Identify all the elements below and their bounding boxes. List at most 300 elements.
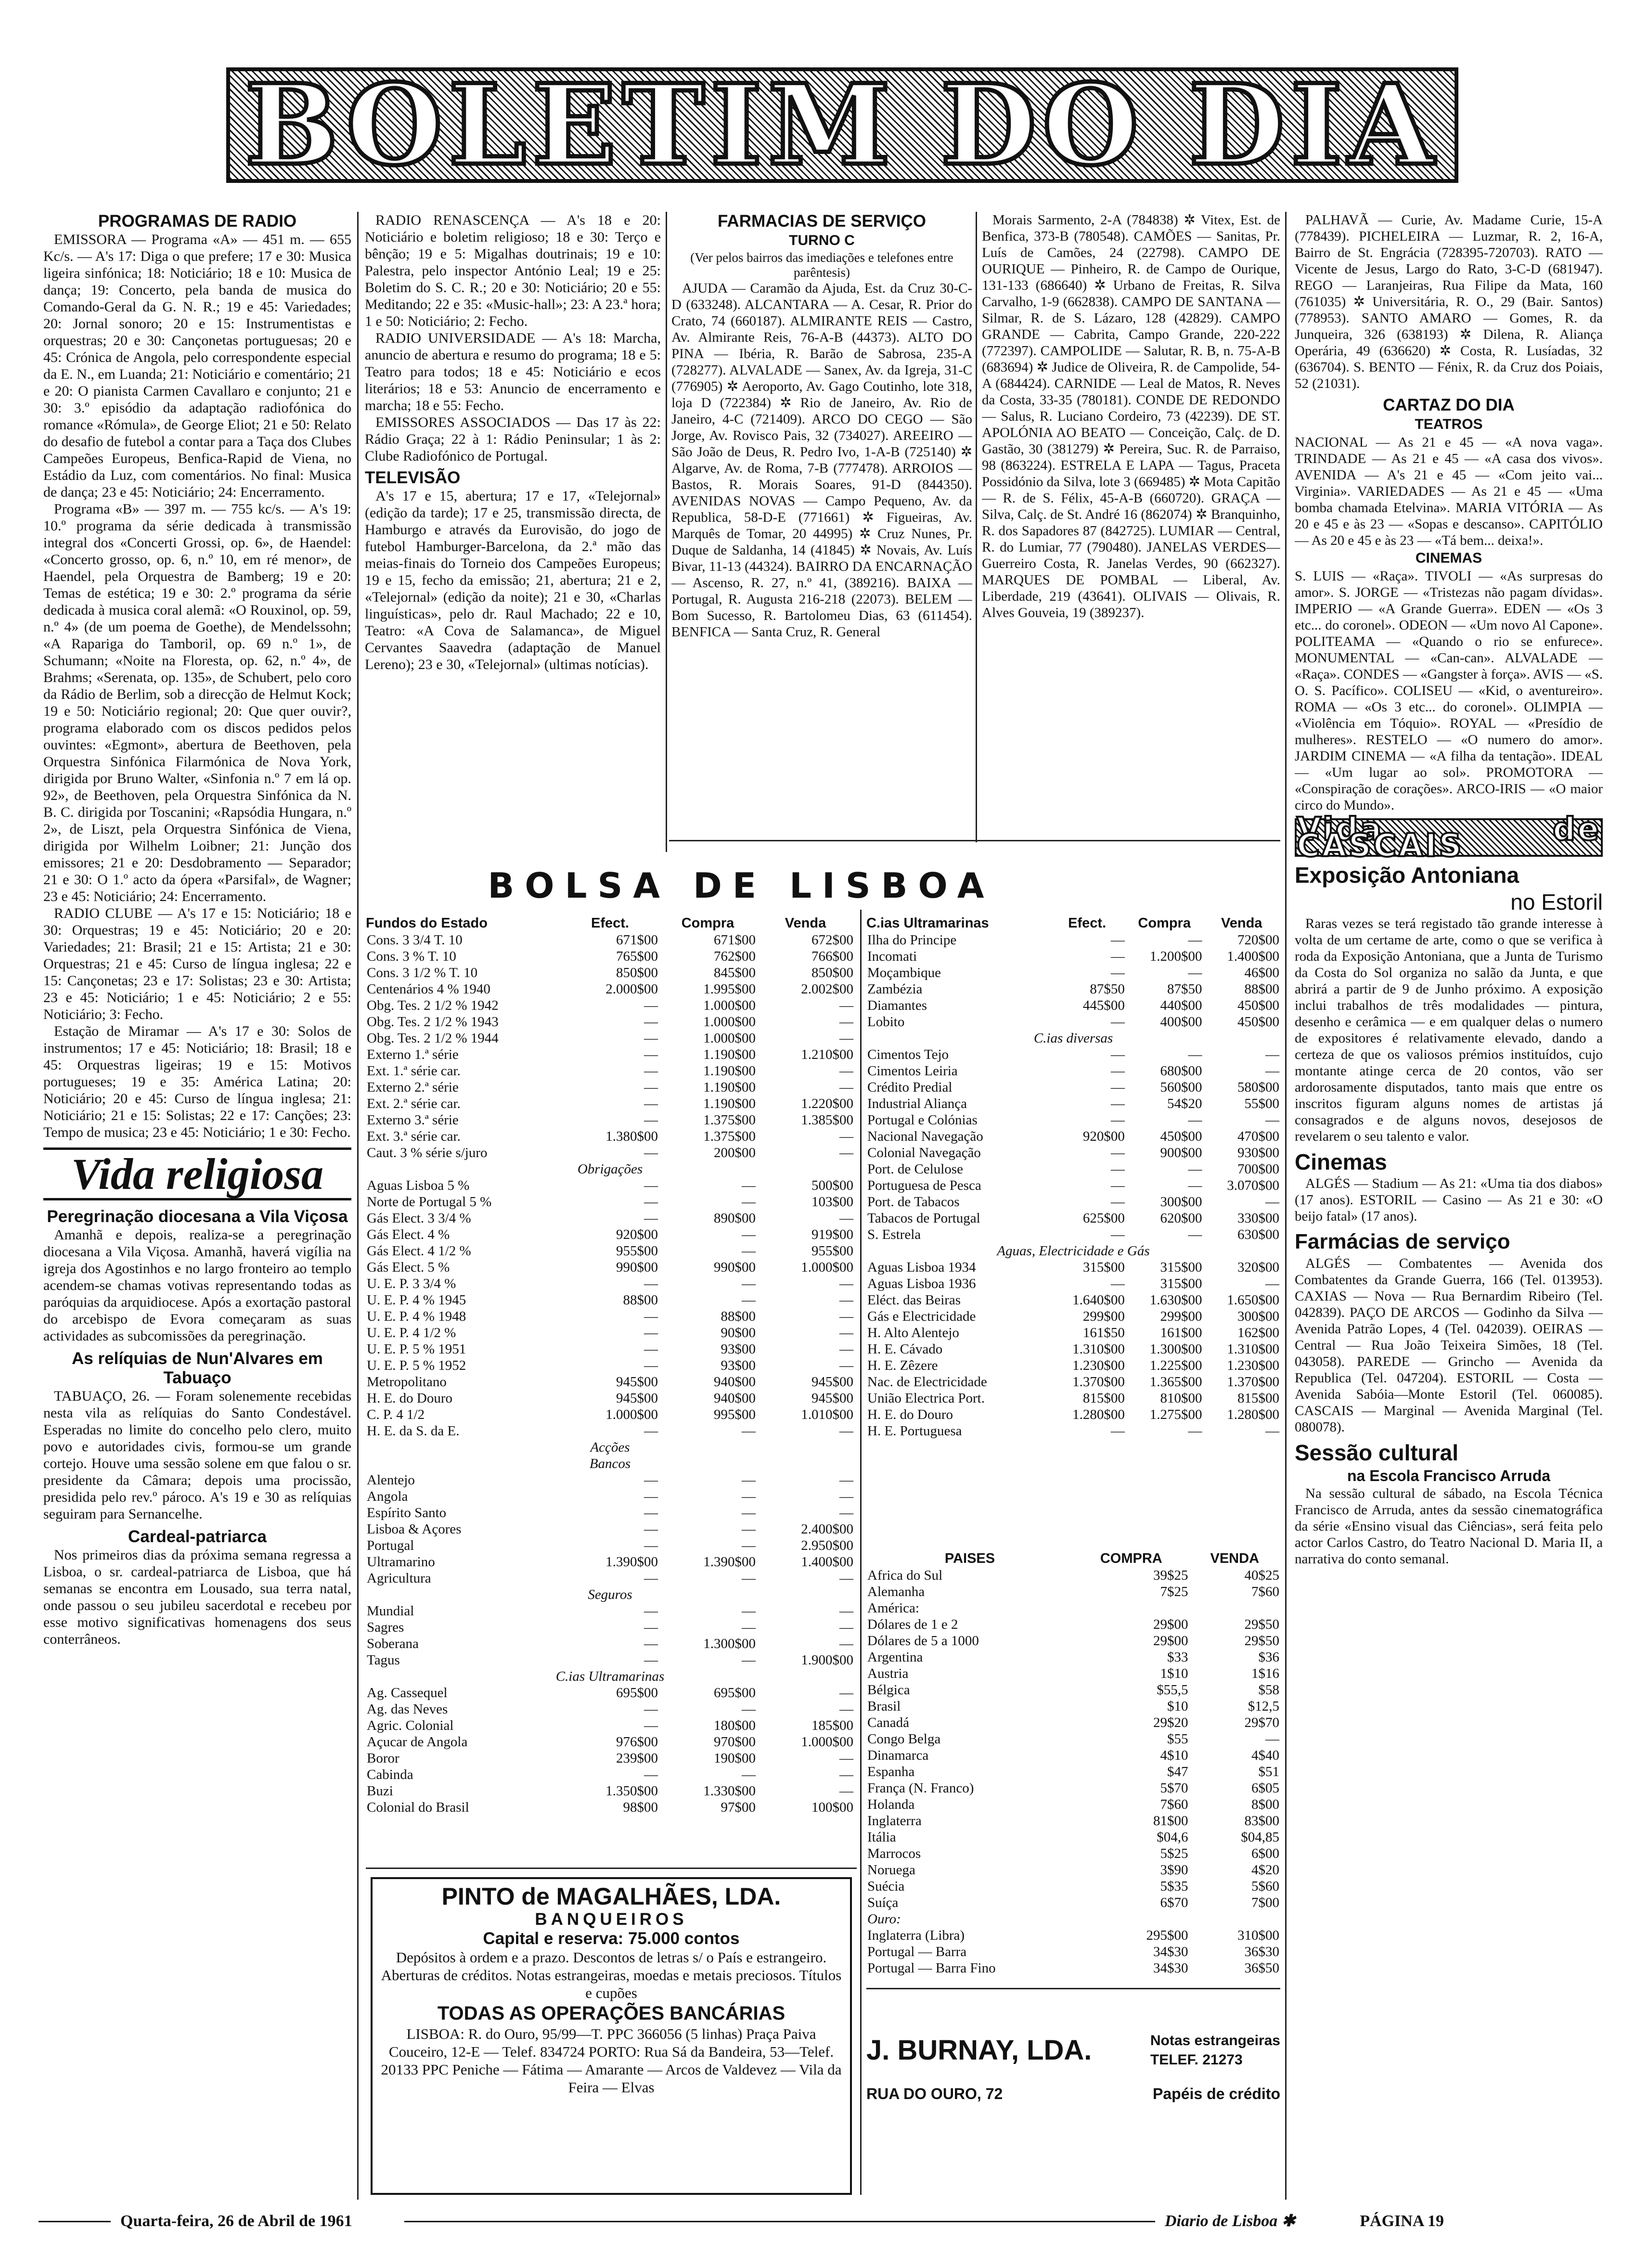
- row-value: 815$00: [1237, 1391, 1279, 1406]
- row-value: 6$00: [1251, 1846, 1279, 1861]
- row-value: 1.390$00: [703, 1554, 756, 1570]
- table-row: [366, 1079, 854, 1095]
- row-value: 1.000$00: [801, 1260, 853, 1275]
- row-label: Norte de Portugal 5 %: [367, 1194, 492, 1210]
- cascais-heading-1: Exposição Antoniana: [1295, 863, 1519, 888]
- row-value: 8$00: [1251, 1797, 1279, 1812]
- row-label: Boror: [367, 1751, 399, 1766]
- cascais-heading-1b: no Estoril: [1510, 889, 1603, 915]
- table-row: [866, 1649, 1280, 1665]
- row-value: —: [742, 1603, 756, 1619]
- section-label: Aguas, Electricidade e Gás: [997, 1243, 1150, 1259]
- row-value: —: [644, 1309, 658, 1324]
- row-value: —: [1188, 1112, 1202, 1128]
- table-row: [366, 1717, 854, 1734]
- row-value: —: [839, 1014, 853, 1030]
- row-value: —: [742, 1701, 756, 1717]
- table-row: [366, 1243, 854, 1259]
- burnay-rua: RUA DO OURO, 72: [866, 2085, 1003, 2102]
- table-row: [866, 1259, 1280, 1276]
- row-value: 1.210$00: [801, 1047, 853, 1062]
- row-label: Colonial do Brasil: [367, 1800, 469, 1815]
- row-value: 185$00: [811, 1718, 853, 1733]
- row-value: 1.995$00: [703, 981, 756, 997]
- row-value: 320$00: [1237, 1260, 1279, 1275]
- row-value: —: [1110, 1145, 1125, 1160]
- row-label: Cimentos Leiria: [867, 1063, 958, 1079]
- row-label: Ag. Cassequel: [367, 1685, 448, 1701]
- table-row: [866, 1927, 1280, 1944]
- row-value: 1.275$00: [1149, 1407, 1202, 1422]
- row-label: Aguas Lisboa 5 %: [367, 1178, 470, 1193]
- cascais-text-2: ALGÉS — Stadium — As 21: «Uma tia dos diabos» (17 anos). ESTORIL — Casino — As 21 e 30: «O beijo fatal» (17 anos).: [1295, 1176, 1603, 1224]
- table-row: [866, 1145, 1280, 1161]
- row-value: —: [1110, 965, 1125, 980]
- row-label: Portugal: [367, 1538, 414, 1553]
- radio-clube: RADIO CLUBE — A's 17 e 15: Noticiário; 18 e 30: Orquestras; 19 e 45: Noticiário; 20 e 20: Variedades; 21: Brasil; 21 e 15: Artista; 21 e 30: Orquestras; 21 e 45: Curso de língua inglesa; 22 e 15: Cançonetas; 23 e 17: Solistas; 23 e 30: Artista; 23 e 45: Noticiário; 1 e 45: Noticiário; 2 e 55: Noticiário; 3: Fecho.: [43, 905, 351, 1022]
- table-row: [366, 1685, 854, 1701]
- row-value: —: [839, 1636, 853, 1651]
- row-value: 6$70: [1160, 1895, 1188, 1910]
- cinemas-list: S. LUIS — «Raça». TIVOLI — «As surpresas do amor». S. JORGE — «Tristezas não pagam dívidas». IMPERIO — «A Grande Guerra». EDEN — «Os 3 etc... do coronel». ODEON — «Um novo Al Capone». POLITEAMA — «Quando o rio se enfurece». MONUMENTAL — «Can-can». ALVALADE — «Raça». CONDES — «Gangster à força». AVIS — «S. O. S. Pacífico». COLISEU — «Kid, o aventureiro». ROMA — «Os 3 etc... do coronel». OLIMPIA — «Violência em Tóquio». ROYAL — «Presídio de mulheres». RESTELO — «O numero do amor». JARDIM CINEMA — «A filha da tentação». IDEAL — «Um lugar ao sol». PROMOTORA — «Conspiração de corações». ARCO-IRIS — «O maior circo do Mundo».: [1295, 568, 1603, 813]
- row-value: —: [644, 1652, 658, 1668]
- row-label: Externo 2.ª série: [367, 1080, 459, 1095]
- col-header: Compra: [1138, 915, 1191, 931]
- row-value: —: [644, 1603, 658, 1619]
- row-label: Externo 3.ª série: [367, 1112, 459, 1128]
- radio-universidade: RADIO UNIVERSIDADE — A's 18: Marcha, anuncio de abertura e resumo do programa; 18 e 5: Teatro para todos; 18 e 45: Noticiário e ecos literários; 18 e 53: Anuncio de encerramento e marcha; 18 e 55: Fecho.: [365, 330, 661, 413]
- row-value: 440$00: [1160, 998, 1202, 1013]
- row-value: [1073, 1600, 1189, 1616]
- row-value: —: [742, 1194, 756, 1210]
- row-label: U. E. P. 4 % 1948: [367, 1309, 466, 1324]
- row-label: América:: [867, 1600, 919, 1616]
- row-value: 90$00: [721, 1325, 756, 1340]
- row-value: $55,5: [1157, 1682, 1188, 1698]
- row-label: Lobito: [867, 1014, 905, 1030]
- table-row: [866, 1079, 1280, 1095]
- table-row: [866, 1567, 1280, 1584]
- col-header: Venda: [1221, 915, 1262, 931]
- farmacias-turno: TURNO C: [789, 232, 855, 248]
- row-value: 620$00: [1160, 1211, 1202, 1226]
- row-value: 1$16: [1251, 1666, 1279, 1681]
- row-value: 295$00: [1146, 1928, 1188, 1943]
- row-value: 88$00: [1244, 981, 1279, 997]
- row-value: —: [839, 1620, 853, 1635]
- row-value: 976$00: [616, 1734, 658, 1750]
- row-value: 695$00: [616, 1685, 658, 1701]
- row-label: Agricultura: [367, 1571, 431, 1586]
- row-value: 890$00: [714, 1211, 756, 1226]
- col-header: Venda: [785, 915, 826, 931]
- bolsa-table-left: [366, 915, 854, 1858]
- row-label: Centenários 4 % 1940: [367, 981, 490, 997]
- section-rule: [366, 1868, 857, 1869]
- row-value: —: [742, 1276, 756, 1291]
- row-value: —: [1265, 1063, 1279, 1079]
- row-value: 1.000$00: [703, 1014, 756, 1030]
- row-label: Ilha do Principe: [867, 932, 957, 948]
- cambios-table: [866, 1550, 1280, 1976]
- row-value: $51: [1258, 1764, 1279, 1779]
- row-value: 55$00: [1244, 1096, 1279, 1111]
- row-label: Noruega: [867, 1862, 915, 1878]
- table-row: [866, 1682, 1280, 1698]
- farmacias-list-2: Morais Sarmento, 2-A (784838) ✲ Vitex, Est. de Benfica, 373-B (780548). CAMÕES — Sanitas, Pr. Luís de Camões, 24 (22798). CAMPO DE OURIQUE — Pinheiro, R. de Campo de Ourique, 131-133 (686640) ✲ Urbano de Freitas, R. Silva Carvalho, 1-9 (662838). CAMPO DE SANTANA — Silmar, R. de S. Lázaro, 128 (42829). CAMPO GRANDE — Cabrita, Campo Grande, 220-222 (772397). CAMPOLIDE — Salutar, R. B, n. 75-A-B (683694) ✲ Judice de Oliveira, R. de Campolide, 54-A (684424). CARNIDE — Leal de Matos, R. Neves da Costa, 33-35 (780181). CONDE DE REDONDO — Salus, R. Luciano Cordeiro, 73 (42239). DE ST. APOLÓNIA AO BEATO — Conceição, Calç. de D. Gastão, 30 (381279) ✲ Pereira, Suc. R. de Parraiso, 98 (863224). ESTRELA E LAPA — Tagus, Praceta Possidónio da Silva, lote 3 (669485) ✲ Mota Capitão — R. de S. Félix, 45-A-B (660720). GRAÇA — Silva, Calç. de St. André 16 (862074) ✲ Branquinho, R. dos Sapadores 87 (842725). LUMIAR — Central, R. do Lumiar, 77 (790480). JANELAS VERDES—Guerreiro Costa, R. Janelas Verdes, 90 (662327). MARQUES DE POMBAL — Liberal, Av. Liberdade, 219 (43641). OLIVAIS — Olivais, R. Alves Gouveia, 19 (389237).: [982, 212, 1280, 620]
- religiosa-text-1: Amanhã e depois, realiza-se a peregrinação diocesana a Vila Viçosa. Amanhã, haverá vigília na igreja dos Agostinhos e no largo fronteiro ao templo acendem-se chamas votivas representando todas as paróquias da arquidiocese. Após a exortação pastoral do arcebispo de Evora começaram as suas actividades as subcomissões da peregrinação.: [43, 1227, 351, 1344]
- table-row: [866, 1829, 1280, 1845]
- row-value: 720$00: [1237, 932, 1279, 948]
- row-value: —: [839, 1505, 853, 1521]
- row-value: 29$70: [1244, 1715, 1279, 1730]
- row-value: 36$50: [1244, 1960, 1279, 1976]
- row-value: $04,85: [1241, 1830, 1279, 1845]
- table-row: [866, 1194, 1280, 1210]
- row-value: —: [1265, 1047, 1279, 1062]
- row-value: 88$00: [721, 1309, 756, 1324]
- row-label: Soberana: [367, 1636, 419, 1651]
- row-value: —: [839, 1211, 853, 1226]
- table-row: [866, 1780, 1280, 1796]
- row-value: 766$00: [811, 949, 853, 964]
- cascais-text-4: Na sessão cultural de sábado, na Escola Técnica Francisco de Arruda, antes da sessão cinematográfica da série «Ensino visual das Ciências», será feita pelo actor Carlos Castro, do Teatro Nacional D. Maria II, a narrativa do conto semanal.: [1295, 1486, 1603, 1567]
- row-value: 1.640$00: [1072, 1292, 1125, 1308]
- row-value: 1.190$00: [703, 1096, 756, 1111]
- row-value: —: [644, 1636, 658, 1651]
- table-row: [866, 1584, 1280, 1600]
- row-label: Angola: [367, 1489, 408, 1504]
- row-value: 1.190$00: [703, 1080, 756, 1095]
- table-row: [866, 1845, 1280, 1862]
- table-row: [366, 1357, 854, 1374]
- table-row: [366, 997, 854, 1014]
- table-row: [866, 1292, 1280, 1308]
- col-header: VENDA: [1210, 1551, 1260, 1566]
- table-row: [366, 1177, 854, 1194]
- section-label: Ouro:: [867, 1911, 901, 1927]
- row-value: 1.900$00: [801, 1652, 853, 1668]
- table-row: [366, 1636, 854, 1652]
- table-row: [366, 1341, 854, 1357]
- table-row: [366, 965, 854, 981]
- row-label: Açucar de Angola: [367, 1734, 468, 1750]
- footer: [39, 2209, 1482, 2233]
- column-rule: [976, 212, 977, 842]
- row-value: 300$00: [1160, 1194, 1202, 1210]
- row-value: 7$60: [1160, 1797, 1188, 1812]
- row-value: —: [839, 1701, 853, 1717]
- row-value: 500$00: [811, 1178, 853, 1193]
- row-value: —: [839, 1685, 853, 1701]
- row-value: —: [1110, 1014, 1125, 1030]
- table-row: [866, 1341, 1280, 1357]
- table-row: [366, 1603, 854, 1619]
- burnay-tel: TELEF. 21273: [1150, 2052, 1243, 2068]
- row-label: Inglaterra: [867, 1813, 922, 1829]
- row-value: 81$00: [1153, 1813, 1188, 1829]
- cascais-banner-text: Vida de CASCAIS: [1297, 811, 1601, 864]
- row-value: —: [644, 1276, 658, 1291]
- row-label: C. P. 4 1/2: [367, 1407, 425, 1422]
- row-value: 5$25: [1160, 1846, 1188, 1861]
- table-row: [866, 1894, 1280, 1911]
- row-value: 671$00: [616, 932, 658, 948]
- row-value: —: [839, 1571, 853, 1586]
- row-value: —: [742, 1521, 756, 1537]
- table-row: [866, 1276, 1280, 1292]
- row-label: Port. de Tabacos: [867, 1194, 960, 1210]
- table-row: [366, 1554, 854, 1570]
- col-header: Fundos do Estado: [366, 915, 488, 931]
- row-value: —: [1188, 965, 1202, 980]
- section-label: Seguros: [588, 1587, 632, 1602]
- row-value: 2.002$00: [801, 981, 853, 997]
- row-label: Metropolitano: [367, 1374, 447, 1390]
- row-value: 445$00: [1082, 998, 1125, 1013]
- row-value: —: [1188, 932, 1202, 948]
- radio-emissora-b: Programa «B» — 397 m. — 755 kc/s. — A's 19: 10.º programa da série dedicada à transmissão integral dos «Concerti Grossi, op. 6», de Haendel: «Concerto grosso, op. 6, n.º 10, em ré menor», de Haendel, pela Orquestra de Bamberg; 19 e 20: Temas de estética; 19 e 30: 2.º programa da série dedicada à musica coral alemã: «O Rouxinol, op. 59, n.º 4» (de um poema de Goethe), de Mendelssohn; «A Rapariga do Tamboril, op. 69 n.º 1», de Schumann; «Noite na Floresta, op. 62, n.º 4», de Brahms; «Serenata, op. 135», de Schubert, pelo coro da Rádio de Berlim, sob a direcção de Helmut Kock; 19 e 50: Noticiário regional; 20: Que quer ouvir?, programa elaborado com os discos pedidos pelos ouvintes: «Egmont», abertura de Beethoven, pela Orquestra Sinfónica Filarmónica de Nova York, dirigida por Bruno Walter, «Sinfonia n.º 7 em lá op. 92», de Beethoven, pela Orquestra Sinfónica da N. B. C. dirigida por Toscanini; «Rapsódia Hungara, n.º 2», de Liszt, pela Orquestra Sinfónica de Viena, dirigida por Wilhelm Loibner; 21: Junção dos emissores; 21 e 20: Desdobramento — Separador; 21 e 30: O 1.º acto da ópera «Parsifal», de Wagner; 23 e 45: Noticiário; 24: Encerramento.: [43, 501, 351, 904]
- row-label: H. E. da S. da E.: [367, 1423, 460, 1439]
- row-value: —: [644, 1718, 658, 1733]
- column-rule: [666, 212, 667, 852]
- row-value: 88$00: [623, 1292, 658, 1308]
- row-value: 5$60: [1251, 1879, 1279, 1894]
- row-value: 1.350$00: [605, 1783, 658, 1799]
- row-value: —: [742, 1178, 756, 1193]
- row-value: 1.310$00: [1072, 1341, 1125, 1357]
- row-value: —: [839, 1031, 853, 1046]
- row-value: 200$00: [714, 1145, 756, 1160]
- row-label: U. E. P. 3 3/4 %: [367, 1276, 456, 1291]
- row-value: 1.230$00: [1227, 1358, 1279, 1373]
- table-row: [866, 1161, 1280, 1177]
- row-value: —: [839, 1341, 853, 1357]
- row-value: —: [644, 1505, 658, 1521]
- row-value: 190$00: [714, 1751, 756, 1766]
- row-value: —: [644, 1620, 658, 1635]
- table-row: [366, 1750, 854, 1766]
- table-row: [866, 1764, 1280, 1780]
- row-value: $33: [1167, 1649, 1188, 1665]
- row-label: Alemanha: [867, 1584, 925, 1599]
- row-value: 180$00: [714, 1718, 756, 1733]
- table-row: [866, 1813, 1280, 1829]
- row-value: —: [742, 1292, 756, 1308]
- row-value: 315$00: [1082, 1260, 1125, 1275]
- row-value: —: [644, 1096, 658, 1111]
- row-value: $12,5: [1248, 1699, 1279, 1714]
- row-label: Africa do Sul: [867, 1568, 943, 1583]
- footer-paper: Diario de Lisboa ✱: [1165, 2212, 1296, 2230]
- row-value: $47: [1167, 1764, 1188, 1779]
- row-label: Gás Elect. 3 3/4 %: [367, 1211, 471, 1226]
- column-cartaz: [1295, 212, 1603, 2200]
- section-rule: [669, 840, 1280, 841]
- row-label: Austria: [867, 1666, 909, 1681]
- table-row: [866, 1714, 1280, 1731]
- row-value: —: [644, 1358, 658, 1373]
- pinto-addr: LISBOA: R. do Ouro, 95/99—T. PPC 366056 (5 linhas) Praça Paiva Couceiro, 12-E — Telef. 834724 PORTO: Rua Sá da Bandeira, 53—Telef. 20133 PPC Peniche — Fátima — Amarante — Arcos de Valdevez — Vila da Feira — Elvas: [381, 2025, 842, 2096]
- bolsa-ultramar-table: [866, 915, 1280, 1439]
- row-label: H. E. do Douro: [867, 1407, 953, 1422]
- row-value: 1$10: [1160, 1666, 1188, 1681]
- row-label: Nac. de Electricidade: [867, 1374, 987, 1390]
- table-row: [366, 1226, 854, 1243]
- row-value: 239$00: [616, 1751, 658, 1766]
- row-value: 1.000$00: [605, 1407, 658, 1422]
- row-label: Suécia: [867, 1879, 905, 1894]
- table-row: [366, 1308, 854, 1325]
- row-value: 990$00: [714, 1260, 756, 1275]
- table-row: [366, 1194, 854, 1210]
- row-value: —: [839, 1358, 853, 1373]
- table-row: [866, 1128, 1280, 1145]
- row-value: 940$00: [714, 1391, 756, 1406]
- row-value: 815$00: [1082, 1391, 1125, 1406]
- row-value: 40$25: [1244, 1568, 1279, 1583]
- row-value: —: [742, 1767, 756, 1782]
- row-label: Suíça: [867, 1895, 899, 1910]
- row-label: Gás Elect. 4 1/2 %: [367, 1243, 471, 1259]
- row-value: 845$00: [714, 965, 756, 980]
- table-row: [366, 1766, 854, 1783]
- row-value: 1.375$00: [703, 1112, 756, 1128]
- table-row: [866, 1046, 1280, 1063]
- row-value: 2.400$00: [801, 1521, 853, 1537]
- row-value: —: [644, 1571, 658, 1586]
- bolsa-fundos-table: [366, 915, 854, 1816]
- row-label: Itália: [867, 1830, 896, 1845]
- row-label: Moçambique: [867, 965, 941, 980]
- row-label: Argentina: [867, 1649, 923, 1665]
- row-value: —: [839, 1063, 853, 1079]
- row-value: 970$00: [714, 1734, 756, 1750]
- row-value: 695$00: [714, 1685, 756, 1701]
- row-value: 34$30: [1153, 1960, 1188, 1976]
- row-label: Buzi: [367, 1783, 393, 1799]
- row-value: —: [1188, 1047, 1202, 1062]
- row-label: Gás Elect. 4 %: [367, 1227, 450, 1242]
- column-rule: [1285, 212, 1287, 2200]
- row-value: —: [644, 1538, 658, 1553]
- bolsa-title: BOLSA DE LISBOA: [488, 865, 995, 906]
- religiosa-heading-3: Cardeal-patriarca: [128, 1527, 267, 1546]
- row-label: Gás e Electricidade: [867, 1309, 976, 1324]
- row-value: 919$00: [811, 1227, 853, 1242]
- row-value: —: [644, 1521, 658, 1537]
- row-label: Gás Elect. 5 %: [367, 1260, 450, 1275]
- row-value: $55: [1167, 1731, 1188, 1747]
- row-value: 1.375$00: [703, 1129, 756, 1144]
- row-value: 87$50: [1167, 981, 1202, 997]
- table-row: [366, 1128, 854, 1145]
- farmacias-nota: (Ver pelos bairros das imediações e telefones entre parêntesis): [690, 250, 953, 280]
- row-label: Cimentos Tejo: [867, 1047, 949, 1062]
- table-row: [366, 1374, 854, 1390]
- row-value: 299$00: [1160, 1309, 1202, 1324]
- table-row: [366, 1259, 854, 1276]
- row-label: Ext. 1.ª série car.: [367, 1063, 461, 1079]
- row-label: H. E. do Douro: [367, 1391, 453, 1406]
- table-row: [866, 1960, 1280, 1976]
- burnay-papeis: Papéis de crédito: [1153, 2085, 1280, 2102]
- row-value: 29$50: [1244, 1617, 1279, 1632]
- row-value: —: [742, 1505, 756, 1521]
- row-value: 850$00: [616, 965, 658, 980]
- row-value: 1.225$00: [1149, 1358, 1202, 1373]
- row-label: Tabacos de Portugal: [867, 1211, 980, 1226]
- radio-renascenca: RADIO RENASCENÇA — A's 18 e 20: Noticiário e boletim religioso; 18 e 30: Terço e bênção; 19 e 5: Migalhas doutrinais; 19 e 10: Palestra, pelo inspector António Leal; 19 e 25: Boletim do S. C. R.; 20 e 30: Noticiário; 20 e 55: Meditando; 22 e 35: «Music-hall»; 23: A 23.ª hora; 1 e 50: Noticiário; 2: Fecho.: [365, 212, 661, 329]
- section-label: Acções: [590, 1440, 630, 1455]
- burnay-name: J. BURNAY, LDA.: [866, 2035, 1092, 2066]
- row-value: —: [644, 1341, 658, 1357]
- row-value: 400$00: [1160, 1014, 1202, 1030]
- row-value: 300$00: [1237, 1309, 1279, 1324]
- row-label: Externo 1.ª série: [367, 1047, 459, 1062]
- row-value: —: [644, 1063, 658, 1079]
- row-value: —: [839, 1276, 853, 1291]
- footer-page: PÁGINA 19: [1360, 2212, 1444, 2230]
- row-value: —: [644, 1178, 658, 1193]
- row-label: H. E. Zêzere: [867, 1358, 938, 1373]
- row-value: —: [644, 1701, 658, 1717]
- table-row: [366, 1521, 854, 1537]
- row-label: Espanha: [867, 1764, 915, 1779]
- table-row: [366, 1046, 854, 1063]
- table-row: [366, 1112, 854, 1128]
- row-value: 625$00: [1082, 1211, 1125, 1226]
- table-row: [366, 981, 854, 997]
- column-farmacias: [671, 212, 972, 838]
- table-row: [866, 1374, 1280, 1390]
- row-value: —: [742, 1472, 756, 1488]
- row-value: 93$00: [721, 1358, 756, 1373]
- row-value: 1.280$00: [1227, 1407, 1279, 1422]
- table-row: [366, 1423, 854, 1439]
- section-label: C.ias Ultramarinas: [555, 1669, 665, 1684]
- row-value: 580$00: [1237, 1080, 1279, 1095]
- row-value: —: [742, 1571, 756, 1586]
- row-label: Aguas Lisboa 1934: [867, 1260, 976, 1275]
- row-label: Lisboa & Açores: [367, 1521, 462, 1537]
- row-value: [1189, 1600, 1280, 1616]
- row-value: $36: [1258, 1649, 1279, 1665]
- farmacias-list-3: PALHAVÃ — Curie, Av. Madame Curie, 15-A (778439). PICHELEIRA — Luzmar, R. 2, 16-A, Bairro de St. Engrácia (728395-720703). RATO — Vicente de Jesus, Largo do Rato, 3-C-D (681947). REGO — Laranjeiras, Rua Filipe da Mata, 160 (761035) ✲ Universitária, R. O., 29 (Bair. Santos) (778953). SANTO AMARO — Gomes, R. da Junqueira, 326 (638193) ✲ Dilena, R. Aliança Operária, 49 (636620) ✲ Costa, R. Lusíadas, 32 (636704). S. BENTO — Fénix, R. da Cruz dos Poiais, 52 (21031).: [1295, 212, 1603, 391]
- row-value: 36$30: [1244, 1944, 1279, 1959]
- col-header: Compra: [681, 915, 734, 931]
- row-value: 98$00: [623, 1800, 658, 1815]
- table-row: [366, 1652, 854, 1668]
- table-row: [366, 1505, 854, 1521]
- row-value: —: [1265, 1194, 1279, 1210]
- footer-rule: [39, 2221, 111, 2222]
- row-label: França (N. Franco): [867, 1780, 974, 1796]
- row-value: —: [644, 1423, 658, 1439]
- cascais-heading-3: Farmácias de serviço: [1295, 1230, 1510, 1253]
- row-value: 83$00: [1244, 1813, 1279, 1829]
- row-value: —: [1265, 1276, 1279, 1291]
- row-value: 1.300$00: [1149, 1341, 1202, 1357]
- row-value: —: [839, 998, 853, 1013]
- row-label: Sagres: [367, 1620, 404, 1635]
- row-value: 161$50: [1082, 1325, 1125, 1340]
- row-value: 162$00: [1237, 1325, 1279, 1340]
- table-row: [366, 1701, 854, 1717]
- row-value: 100$00: [811, 1800, 853, 1815]
- row-label: Congo Belga: [867, 1731, 941, 1747]
- table-row: [866, 1616, 1280, 1633]
